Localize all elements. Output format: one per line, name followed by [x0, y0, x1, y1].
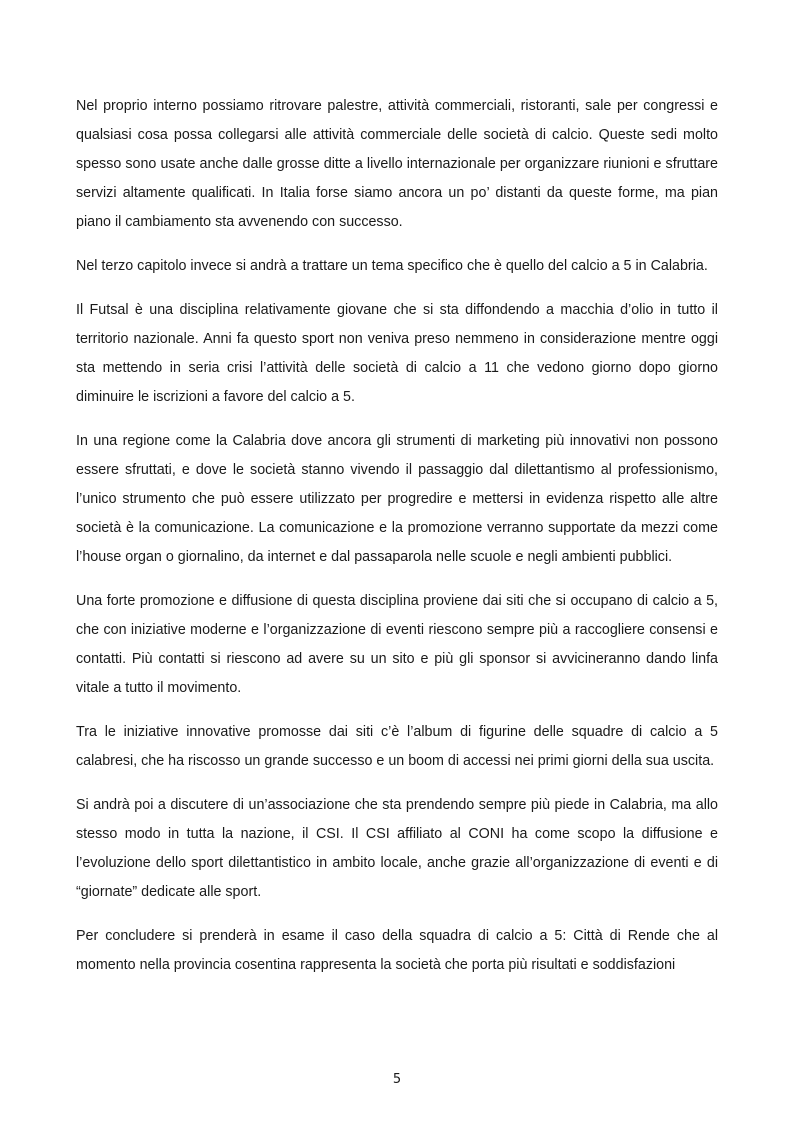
- paragraph-8: Per concludere si prenderà in esame il caso della squadra di calcio a 5: Città di Rende che al momento nella provincia cosentina rappresenta la società che porta più risultati e soddisfazioni: [76, 928, 718, 973]
- paragraph-5: Una forte promozione e diffusione di questa disciplina proviene dai siti che si occupano di calcio a 5, che con iniziative moderne e l’organizzazione di eventi riescono sempre più a raccogliere consensi e contatti. Più contatti si riescono ad avere su un sito e più gli sponsor si avvicineranno dando linfa vitale a tutto il movimento.: [76, 593, 718, 696]
- paragraph-2: Nel terzo capitolo invece si andrà a trattare un tema specifico che è quello del calcio a 5 in Calabria.: [76, 258, 708, 274]
- paragraph-3: Il Futsal è una disciplina relativamente giovane che si sta diffondendo a macchia d’olio in tutto il territorio nazionale. Anni fa questo sport non veniva preso nemmeno in considerazione mentre oggi sta mettendo in seria crisi l’attività delle società di calcio a 11 che vedono giorno dopo giorno diminuire le iscrizioni a favore del calcio a 5.: [76, 302, 718, 405]
- paragraph-4: In una regione come la Calabria dove ancora gli strumenti di marketing più innovativi non possono essere sfruttati, e dove le società stanno vivendo il passaggio dal dilettantismo al professionismo, l’unico strumento che può essere utilizzato per progredire e mettersi in evidenza rispetto alle altre società è la comunicazione. La comunicazione e la promozione verranno supportate da mezzi come l’house organ o giornalino, da internet e dal passaparola nelle scuole e negli ambienti pubblici.: [76, 433, 718, 565]
- body-text: [76, 92, 718, 995]
- paragraph-6: Tra le iniziative innovative promosse dai siti c’è l’album di figurine delle squadre di calcio a 5 calabresi, che ha riscosso un grande successo e un boom di accessi nei primi giorni della sua uscita.: [76, 724, 718, 769]
- page-number: 5: [392, 1072, 402, 1087]
- paragraph-1: Nel proprio interno possiamo ritrovare palestre, attività commerciali, ristoranti, sale per congressi e qualsiasi cosa possa collegarsi alle attività commerciale delle società di calcio. Queste sedi molto spesso sono usate anche dalle grosse ditte a livello internazionale per organizzare riunioni e sfruttare servizi altamente qualificati. In Italia forse siamo ancora un po’ distanti da queste forme, ma pian piano il cambiamento sta avvenendo con successo.: [76, 98, 718, 230]
- paragraph-7: Si andrà poi a discutere di un’associazione che sta prendendo sempre più piede in Calabria, ma allo stesso modo in tutta la nazione, il CSI. Il CSI affiliato al CONI ha come scopo la diffusione e l’evoluzione dello sport dilettantistico in ambito locale, anche grazie all’organizzazione di eventi e di “giornate” dedicate alle sport.: [76, 797, 718, 900]
